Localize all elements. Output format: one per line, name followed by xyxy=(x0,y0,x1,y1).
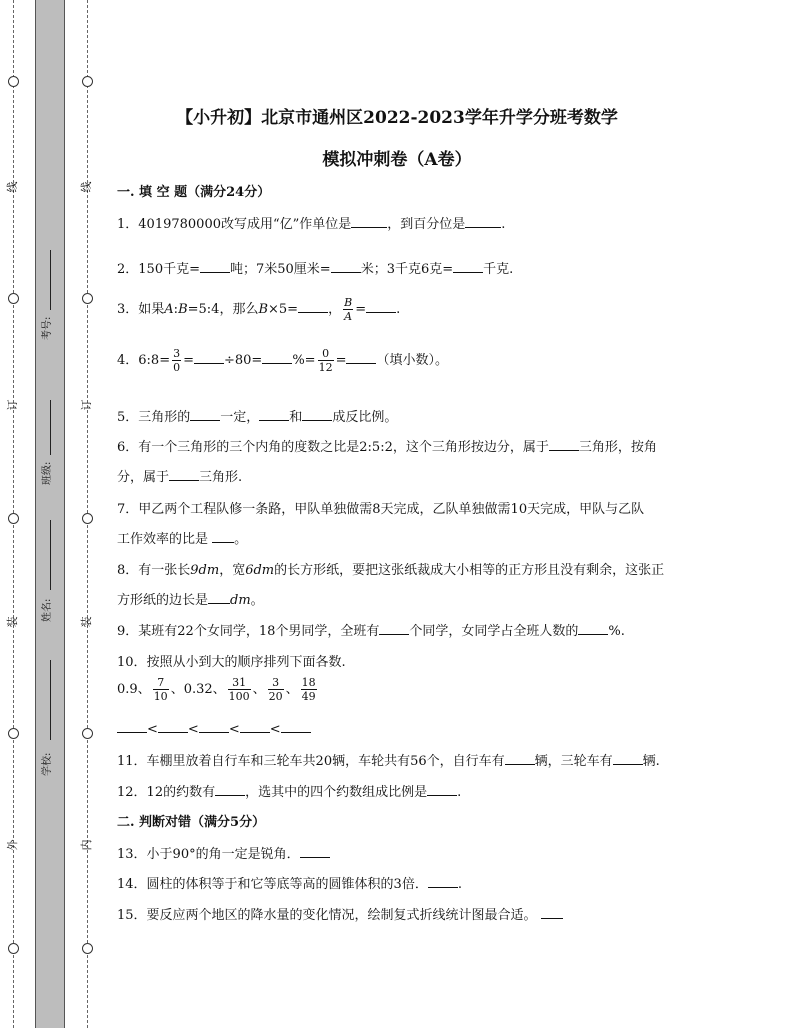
binding-hole xyxy=(82,728,93,739)
answer-blank[interactable] xyxy=(505,752,535,765)
question-4: 4．6:8= $\frac{3}{0}$ = ÷80= %= $\frac{0}{12}$ = （填小数）。 xyxy=(117,347,448,374)
question-14: 14．圆柱的体积等于和它等底等高的圆锥体积的3倍． . xyxy=(117,877,462,892)
school-label: 学校: xyxy=(42,752,53,776)
name-label: 姓名: xyxy=(42,598,53,622)
answer-blank[interactable] xyxy=(199,720,229,733)
question-7: 7．甲乙两个工程队修一条路，甲队单独做需8天完成，乙队单独做需10天完成，甲队与乙队 xyxy=(117,502,645,517)
side-char-xian: 线 xyxy=(80,181,93,193)
fraction: $\frac{31}{100}$ xyxy=(228,676,250,703)
side-char-ding: 订 xyxy=(80,399,93,411)
fraction: $\frac{3}{20}$ xyxy=(268,676,283,703)
fraction: $\frac{B}{A}$ xyxy=(344,296,353,323)
binding-hole xyxy=(8,728,19,739)
binding-hole xyxy=(8,76,19,87)
question-10-numbers: 0.9、 $\frac{7}{10}$ 、0.32、 $\frac{31}{100}$ 、 $\frac{3}{20}$ 、 $\frac{18}{49}$ xyxy=(117,676,316,703)
section-heading: 二. 判断对错（满分5分） xyxy=(117,815,266,830)
answer-blank[interactable] xyxy=(262,351,292,364)
answer-blank[interactable] xyxy=(379,622,409,635)
binding-hole xyxy=(8,513,19,524)
answer-blank[interactable] xyxy=(366,300,396,313)
question-7-continued: 工作效率的比是 。 xyxy=(117,532,248,547)
answer-blank[interactable] xyxy=(240,720,270,733)
binding-hole xyxy=(8,943,19,954)
question-10: 10．按照从小到大的顺序排列下面各数. xyxy=(117,655,346,670)
side-char-xian: 线 xyxy=(6,181,19,193)
exam-number-label: 考号: xyxy=(42,316,53,340)
side-char-nei: 内 xyxy=(80,839,93,851)
answer-blank[interactable] xyxy=(453,260,483,273)
answer-blank[interactable] xyxy=(427,783,457,796)
question-2: 2．150千克= 吨；7米50厘米= 米；3千克6克= 千克. xyxy=(117,262,514,277)
fraction: $\frac{7}{10}$ xyxy=(153,676,168,703)
fraction: $\frac{18}{49}$ xyxy=(301,676,316,703)
question-8: 8．有一张长9dm，宽6dm的长方形纸，要把这张纸裁成大小相等的正方形且没有剩余，这张正 xyxy=(117,563,665,578)
question-5: 5．三角形的 一定， 和 成反比例。 xyxy=(117,410,398,425)
question-13: 13．小于90°的角一定是锐角． xyxy=(117,843,330,862)
question-11: 11．车棚里放着自行车和三轮车共20辆，车轮共有56个，自行车有 辆，三轮车有 辆. xyxy=(117,754,660,769)
answer-blank[interactable] xyxy=(549,438,579,451)
name-field[interactable] xyxy=(50,520,51,590)
answer-blank[interactable] xyxy=(578,622,608,635)
answer-blank[interactable] xyxy=(346,351,376,364)
question-3: 3．如果A:B=5:4，那么B×5= ， $\frac{B}{A}$ = . xyxy=(117,296,401,323)
answer-blank[interactable] xyxy=(208,591,230,604)
answer-blank[interactable] xyxy=(331,260,361,273)
binding-hole xyxy=(82,943,93,954)
fraction: $\frac{0}{12}$ xyxy=(318,347,333,374)
answer-blank[interactable] xyxy=(300,845,330,858)
answer-blank[interactable] xyxy=(465,215,501,228)
side-char-ding: 订 xyxy=(6,399,19,411)
question-12: 12．12的约数有 ，选其中的四个约数组成比例是 . xyxy=(117,785,462,800)
answer-blank[interactable] xyxy=(298,300,328,313)
side-char-wai: 外 xyxy=(6,839,19,851)
answer-blank[interactable] xyxy=(117,720,147,733)
question-6: 6．有一个三角形的三个内角的度数之比是2:5:2，这个三角形按边分，属于 三角形，按角 xyxy=(117,440,657,455)
binding-hole xyxy=(82,513,93,524)
answer-blank[interactable] xyxy=(613,752,643,765)
answer-blank[interactable] xyxy=(194,351,224,364)
fraction: $\frac{3}{0}$ xyxy=(173,347,181,374)
answer-blank[interactable] xyxy=(158,720,188,733)
answer-blank[interactable] xyxy=(259,408,289,421)
answer-blank[interactable] xyxy=(281,720,311,733)
question-10-order: < < < < xyxy=(117,720,311,737)
question-6-continued: 分，属于 三角形. xyxy=(117,470,243,485)
answer-blank[interactable] xyxy=(190,408,220,421)
class-field[interactable] xyxy=(50,400,51,455)
side-char-zhuang: 装 xyxy=(80,616,93,628)
school-field[interactable] xyxy=(50,660,51,740)
question-8-continued: 方形纸的边长是 dm。 xyxy=(117,593,264,608)
section-heading: 一. 填 空 题（满分24分） xyxy=(117,185,271,200)
page-title: 【小升初】北京市通州区2022-2023学年升学分班考数学 xyxy=(176,108,618,128)
question-9: 9．某班有22个女同学，18个男同学，全班有 个同学，女同学占全班人数的 %. xyxy=(117,624,625,639)
binding-hole xyxy=(82,76,93,87)
answer-blank[interactable] xyxy=(351,215,387,228)
answer-blank[interactable] xyxy=(428,875,458,888)
answer-blank[interactable] xyxy=(169,468,199,481)
answer-blank[interactable] xyxy=(212,530,234,543)
exam-number-field[interactable] xyxy=(50,250,51,310)
page-subtitle: 模拟冲刺卷（A卷） xyxy=(322,150,472,170)
question-15: 15．要反应两个地区的降水量的变化情况，绘制复式折线统计图最合适。 xyxy=(117,904,563,923)
class-label: 班级: xyxy=(42,461,53,485)
binding-hole xyxy=(82,293,93,304)
answer-blank[interactable] xyxy=(302,408,332,421)
answer-blank[interactable] xyxy=(541,906,563,919)
side-char-zhuang: 装 xyxy=(6,616,19,628)
question-1: 1．4019780000改写成用“亿”作单位是 ，到百分位是 . xyxy=(117,217,506,232)
answer-blank[interactable] xyxy=(215,783,245,796)
binding-hole xyxy=(8,293,19,304)
answer-blank[interactable] xyxy=(200,260,230,273)
